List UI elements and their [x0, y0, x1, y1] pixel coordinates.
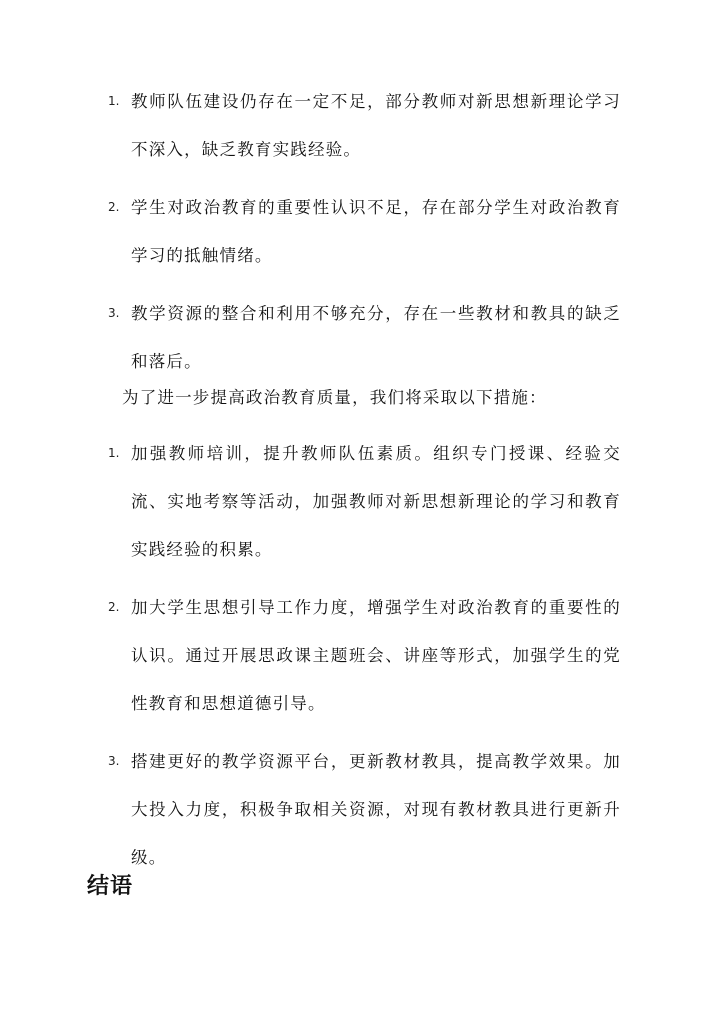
list-item	[0, 738, 720, 882]
list-number: 3.	[108, 306, 120, 320]
conclusion-heading: 结语	[87, 873, 134, 899]
problems-list	[0, 78, 720, 396]
list-number: 2.	[108, 600, 120, 614]
list-item	[0, 184, 720, 280]
list-item	[0, 290, 720, 386]
list-text: 加强教师培训，提升教师队伍素质。组织专门授课、经验交流、实地考察等活动，加强教师对新思想新理论的学习和教育实践经验的积累。	[131, 444, 621, 559]
measures-list	[0, 430, 720, 892]
list-number: 2.	[108, 200, 120, 214]
list-text: 学生对政治教育的重要性认识不足，存在部分学生对政治教育学习的抵触情绪。	[131, 198, 621, 265]
list-text: 教师队伍建设仍存在一定不足，部分教师对新思想新理论学习不深入，缺乏教育实践经验。	[131, 92, 621, 159]
intro-paragraph: 为了进一步提高政治教育质量，我们将采取以下措施：	[122, 388, 547, 407]
list-text: 加大学生思想引导工作力度，增强学生对政治教育的重要性的认识。通过开展思政课主题班会、讲座等形式，加强学生的党性教育和思想道德引导。	[131, 598, 621, 713]
list-item	[0, 430, 720, 574]
list-item	[0, 584, 720, 728]
list-number: 1.	[108, 94, 120, 108]
list-number: 1.	[108, 446, 120, 460]
list-text: 搭建更好的教学资源平台，更新教材教具，提高教学效果。加大投入力度，积极争取相关资源，对现有教材教具进行更新升级。	[131, 752, 621, 867]
list-number: 3.	[108, 754, 120, 768]
list-text: 教学资源的整合和利用不够充分，存在一些教材和教具的缺乏和落后。	[131, 304, 621, 371]
list-item	[0, 78, 720, 174]
